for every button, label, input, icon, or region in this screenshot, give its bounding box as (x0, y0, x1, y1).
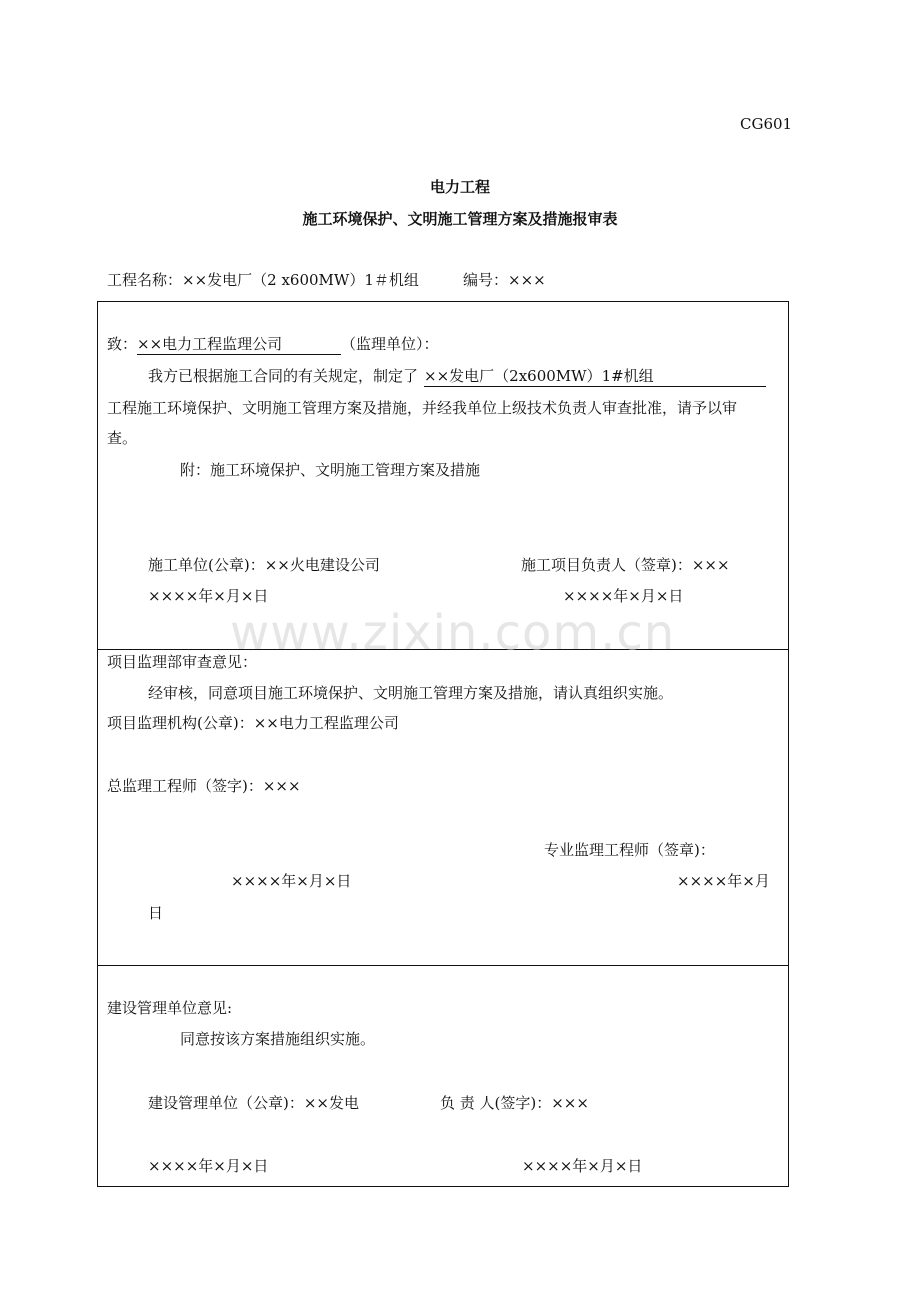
owner-date-right: ××××年×月×日 (522, 1157, 643, 1175)
supervision-opinion: 经审核，同意项目施工环境保护、文明施工管理方案及措施，请认真组织实施。 (148, 684, 674, 702)
submission-prefix: 我方已根据施工合同的有关规定，制定了 (148, 367, 419, 385)
submission-project: ××发电厂（2x600MW）1#机组 (424, 366, 766, 387)
supervision-heading: 项目监理部审查意见： (107, 653, 258, 671)
page-subtitle: 施工环境保护、文明施工管理方案及措施报审表 (302, 210, 618, 228)
supervision-date-left: ××××年×月×日 (231, 872, 352, 890)
contractor-date: ××××年×月×日 (148, 587, 269, 605)
submission-line-3: 查。 (107, 429, 138, 447)
project-name-value: ××发电厂（2 x600MW）1＃机组 (182, 271, 419, 289)
supervision-org-seal: 项目监理机构(公章)：××电力工程监理公司 (107, 714, 399, 732)
project-number-value: ××× (508, 271, 546, 289)
specialist-engineer-sign: 专业监理工程师（签章)： (544, 841, 715, 859)
submission-line-2: 工程施工环境保护、文明施工管理方案及措施，并经我单位上级技术负责人审查批准，请予以审 (107, 399, 738, 417)
form-code: CG601 (740, 115, 793, 133)
form-table (97, 301, 789, 1187)
project-number-label: 编号： (463, 271, 509, 289)
page-title: 电力工程 (429, 178, 490, 196)
supervision-date-wrap: 日 (148, 904, 164, 922)
watermark: www.zixin.com.cn (230, 605, 676, 661)
owner-opinion: 同意按该方案措施组织实施。 (180, 1030, 376, 1048)
addressee-suffix: （监理单位）： (341, 335, 439, 353)
project-name-label: 工程名称： (107, 271, 183, 289)
divider-2 (97, 965, 789, 966)
project-number-row (463, 270, 546, 290)
attachment-note: 附：施工环境保护、文明施工管理方案及措施 (180, 461, 481, 479)
supervision-date-right: ××××年×月 (677, 872, 770, 890)
chief-engineer-sign: 总监理工程师（签字)：××× (107, 777, 301, 795)
project-manager-sign: 施工项目负责人（签章)：××× (521, 556, 730, 574)
project-name-row (107, 270, 419, 290)
owner-unit-seal: 建设管理单位（公章)：××发电 (148, 1094, 359, 1112)
addressee-row (107, 334, 439, 355)
owner-heading: 建设管理单位意见: (107, 999, 233, 1017)
contractor-seal: 施工单位(公章)：××火电建设公司 (148, 556, 380, 574)
owner-date-left: ××××年×月×日 (148, 1157, 269, 1175)
addressee-value: ××电力工程监理公司 (137, 334, 341, 355)
owner-person-sign: 负 责 人(签字)：××× (440, 1094, 589, 1112)
submission-line-1 (148, 366, 766, 387)
manager-date: ××××年×月×日 (563, 587, 684, 605)
addressee-label: 致： (107, 335, 138, 353)
